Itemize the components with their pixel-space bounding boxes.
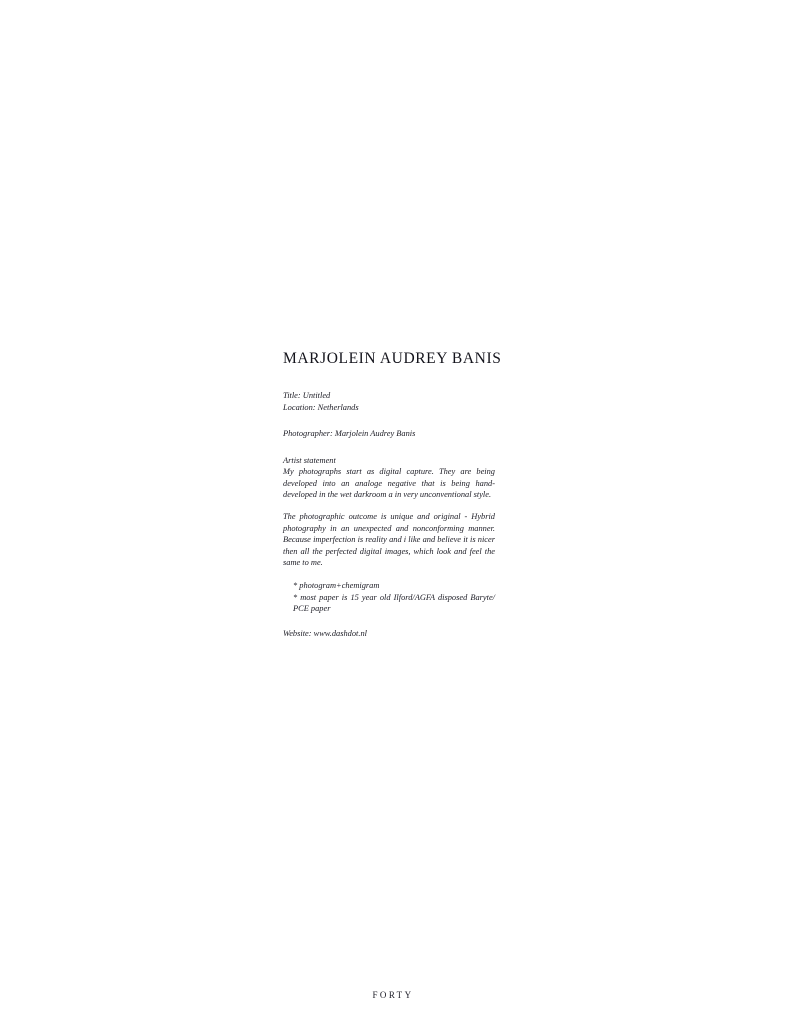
material-note-1: * photogram+chemigram [293,581,380,591]
artwork-location-line: Location: Netherlands [283,402,359,412]
material-note-2: * most paper is 15 year old Ilford/AGFA disposed Baryte/ PCE paper [293,592,495,614]
page-number: FORTY [372,990,414,1000]
artist-entry [283,350,502,639]
photographer-line: Photographer: Marjolein Audrey Banis [283,429,416,439]
website-line: Website: www.dashdot.nl [283,628,367,638]
artist-statement-paragraph-2: The photographic outcome is unique and original - Hybrid photography in an unexpected and nonconforming manner. Because imperfection is reality and i like and believe it is nicer then all the perfected digital images, which look and feel the same to me. [283,512,495,568]
artwork-metadata [283,390,495,413]
artist-statement-label: Artist statement [283,455,336,465]
material-notes [283,580,495,614]
artist-statement-paragraph-1: My photographs start as digital capture. They are being developed into an analoge negative that is being hand-developed in the wet darkroom a in very unconventional style. [283,467,495,499]
artwork-title-line: Title: Untitled [283,391,331,400]
page-title: MARJOLEIN AUDREY BANIS [283,350,502,367]
